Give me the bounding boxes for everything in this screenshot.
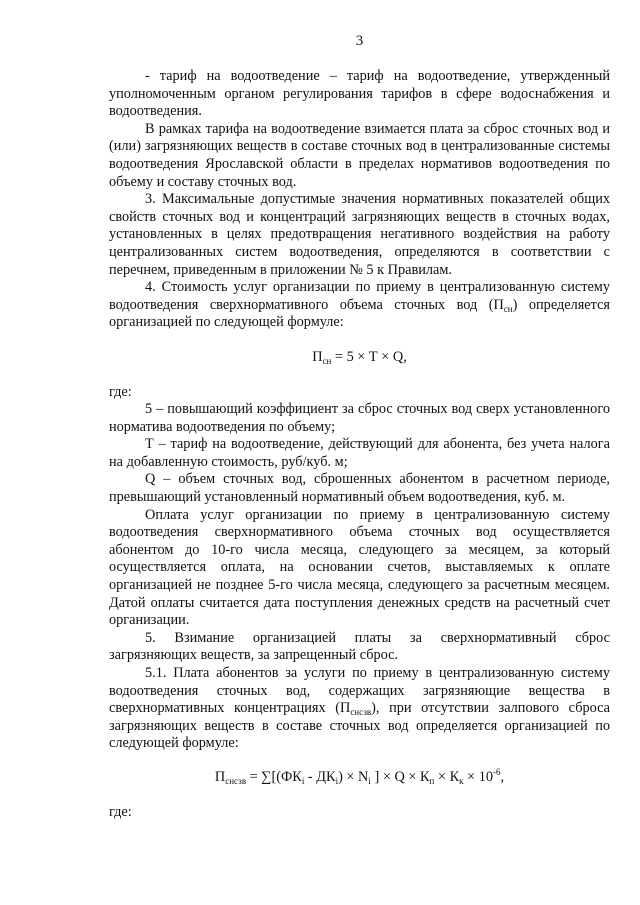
formula-psnszv-exponent: -6 xyxy=(493,766,501,777)
paragraph-section-5: 5. Взимание организацией платы за сверхнормативный сброс загрязняющих веществ, за запрещенный сброс. xyxy=(109,629,610,664)
paragraph-volume-q: Q – объем сточных вод, сброшенных абонентом в расчетном периоде, превышающий установленный нормативный объем водоотведения, куб. м. xyxy=(109,471,610,506)
paragraph-section-4 xyxy=(109,279,610,332)
page-number: 3 xyxy=(355,33,364,49)
formula-psnszv-sub-i3: i xyxy=(368,775,371,786)
where-label-2: где: xyxy=(109,803,132,820)
paragraph-coefficient-5: 5 – повышающий коэффициент за сброс сточных вод сверх установленного норматива водоотведения по объему; xyxy=(109,401,610,435)
paragraph-section-5-1 xyxy=(109,665,610,753)
formula-psnszv-lhs: П xyxy=(214,768,226,785)
paragraph-section-4-text-b: ) определяется организацией по следующей формуле: xyxy=(109,296,610,331)
paragraph-tariff-t: Т – тариф на водоотведение, действующий для абонента, без учета налога на добавленную стоимость, руб/куб. м; xyxy=(109,436,610,470)
formula-psnszv xyxy=(109,766,610,787)
paragraph-section-4-subscript: сн xyxy=(503,303,513,314)
paragraph-section-4-text-a: 4. Стоимость услуг организации по приему в централизованную систему водоотведения сверхнормативного объема сточных вод (П xyxy=(109,279,610,313)
formula-psnszv-sub-p: п xyxy=(429,775,435,786)
formula-psn-lhs: П xyxy=(312,348,323,365)
formula-psnszv-part4: ] × Q × К xyxy=(370,768,430,785)
paragraph-tariff-definition: - тариф на водоотведение – тариф на водоотведение, утвержденный уполномоченным органом регулирования тарифов в сфере водоснабжения и водоотведения. xyxy=(109,68,610,120)
formula-psn-lhs-sub: сн xyxy=(322,355,332,366)
paragraph-section-5-1-subscript: снсзв xyxy=(350,707,372,718)
formula-psnszv-part3: ) × N xyxy=(338,768,369,785)
paragraph-payment-terms: Оплата услуг организации по приему в централизованную систему водоотведения сверхнормативного объема сточных вод осуществляется абонентом до 10-го числа месяца, следующего за месяцем, за который осуществляется оплата, на основании счетов, выставляемых к оплате организацией не позднее 5-го числа месяца, следующего за расчетным месяцем. Датой оплаты считается дата поступления денежных средств на расчетный счет организации. xyxy=(109,506,610,629)
where-label-1: где: xyxy=(109,383,132,400)
formula-psnszv-part7: , xyxy=(500,768,505,785)
paragraph-section-5-1-text-b: ), при отсутствии залпового сброса загрязняющих веществ в составе сточных вод определяется организацией по следующей формуле: xyxy=(109,700,610,752)
paragraph-section-3: 3. Максимальные допустимые значения нормативных показателей общих свойств сточных вод и концентраций загрязняющих веществ в сточных водах, установленных в целях предотвращения негативного воздействия на работу централизованных систем водоотведения, определяются в соответствии с перечнем, приведенным в приложении № 5 к Правилам. xyxy=(109,191,610,278)
formula-psnszv-sub-k: к xyxy=(459,775,464,786)
document-body xyxy=(109,68,610,821)
formula-psnszv-lhs-sub: снсзв xyxy=(225,775,247,786)
formula-psnszv-sub-i1: i xyxy=(301,775,305,786)
formula-psn-rhs: = 5 × Т × Q, xyxy=(331,348,407,365)
formula-psnszv-part6: × 10 xyxy=(463,768,493,785)
formula-psnszv-part2: - ДК xyxy=(304,768,336,785)
formula-psnszv-sub-i2: i xyxy=(335,775,339,786)
formula-psn xyxy=(109,349,610,367)
paragraph-section-5-1-text-a: 5.1. Плата абонентов за услуги по приему в централизованную систему водоотведения сточных вод, содержащих загрязняющие вещества в сверхнормативных концентрациях (П xyxy=(109,665,610,717)
paragraph-tariff-scope: В рамках тарифа на водоотведение взимается плата за сброс сточных вод и (или) загрязняющих веществ в составе сточных вод в централизованные системы водоотведения Ярославской области в пределах нормативов водоотведения по объему и составу сточных вод. xyxy=(109,120,610,190)
formula-psnszv-part1: = ∑[(ФК xyxy=(246,768,302,785)
formula-psnszv-part5: × К xyxy=(434,768,460,785)
